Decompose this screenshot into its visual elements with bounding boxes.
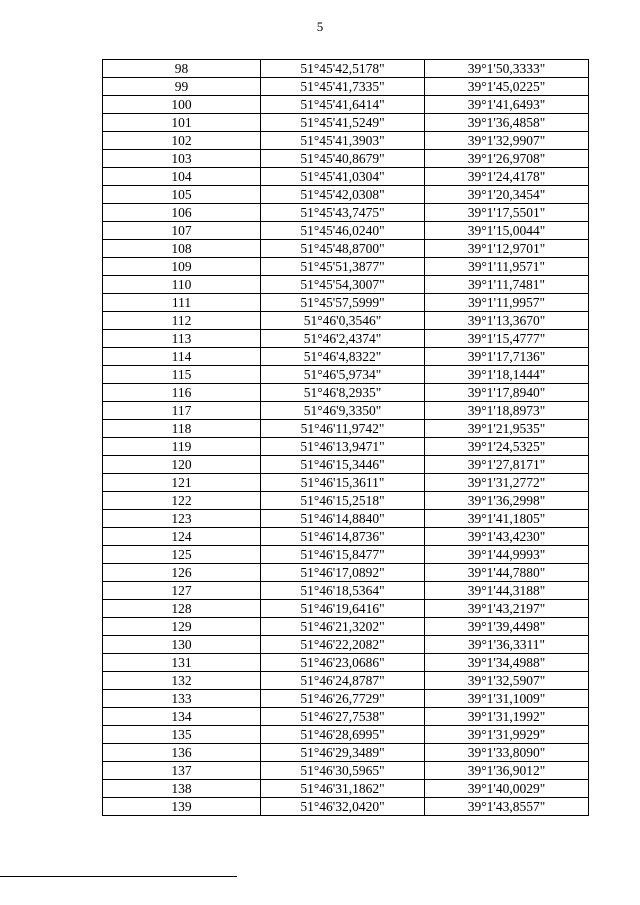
latitude-cell: 51°45'41,5249" <box>261 114 425 132</box>
latitude-cell: 51°45'51,3877" <box>261 258 425 276</box>
longitude-cell: 39°1'15,0044" <box>425 222 589 240</box>
latitude-cell: 51°46'18,5364" <box>261 582 425 600</box>
table-row <box>103 546 589 564</box>
table-row <box>103 672 589 690</box>
point-number-cell: 100 <box>103 96 261 114</box>
point-number-cell: 112 <box>103 312 261 330</box>
latitude-cell: 51°46'15,3446" <box>261 456 425 474</box>
latitude-cell: 51°46'13,9471" <box>261 438 425 456</box>
table-row <box>103 240 589 258</box>
longitude-cell: 39°1'18,8973" <box>425 402 589 420</box>
latitude-cell: 51°46'15,3611" <box>261 474 425 492</box>
point-number-cell: 139 <box>103 798 261 816</box>
point-number-cell: 118 <box>103 420 261 438</box>
latitude-cell: 51°45'43,7475" <box>261 204 425 222</box>
longitude-cell: 39°1'12,9701" <box>425 240 589 258</box>
table-row <box>103 150 589 168</box>
longitude-cell: 39°1'31,1009" <box>425 690 589 708</box>
table-row <box>103 348 589 366</box>
table-row <box>103 276 589 294</box>
longitude-cell: 39°1'13,3670" <box>425 312 589 330</box>
footnote-rule <box>0 876 237 877</box>
point-number-cell: 124 <box>103 528 261 546</box>
point-number-cell: 109 <box>103 258 261 276</box>
latitude-cell: 51°46'4,8322" <box>261 348 425 366</box>
longitude-cell: 39°1'15,4777" <box>425 330 589 348</box>
longitude-cell: 39°1'31,9929" <box>425 726 589 744</box>
point-number-cell: 113 <box>103 330 261 348</box>
table-row <box>103 294 589 312</box>
latitude-cell: 51°45'57,5999" <box>261 294 425 312</box>
point-number-cell: 125 <box>103 546 261 564</box>
point-number-cell: 135 <box>103 726 261 744</box>
table-row <box>103 222 589 240</box>
latitude-cell: 51°46'22,2082" <box>261 636 425 654</box>
longitude-cell: 39°1'36,2998" <box>425 492 589 510</box>
longitude-cell: 39°1'39,4498" <box>425 618 589 636</box>
table-row <box>103 60 589 78</box>
latitude-cell: 51°46'8,2935" <box>261 384 425 402</box>
latitude-cell: 51°46'30,5965" <box>261 762 425 780</box>
latitude-cell: 51°46'15,8477" <box>261 546 425 564</box>
point-number-cell: 122 <box>103 492 261 510</box>
point-number-cell: 104 <box>103 168 261 186</box>
table-row <box>103 168 589 186</box>
table-row <box>103 438 589 456</box>
latitude-cell: 51°46'0,3546" <box>261 312 425 330</box>
table-row <box>103 204 589 222</box>
table-row <box>103 528 589 546</box>
longitude-cell: 39°1'40,0029" <box>425 780 589 798</box>
point-number-cell: 114 <box>103 348 261 366</box>
coordinates-table-body <box>103 60 589 816</box>
point-number-cell: 127 <box>103 582 261 600</box>
longitude-cell: 39°1'50,3333" <box>425 60 589 78</box>
point-number-cell: 103 <box>103 150 261 168</box>
point-number-cell: 106 <box>103 204 261 222</box>
longitude-cell: 39°1'31,1992" <box>425 708 589 726</box>
latitude-cell: 51°46'27,7538" <box>261 708 425 726</box>
latitude-cell: 51°46'28,6995" <box>261 726 425 744</box>
table-row <box>103 708 589 726</box>
longitude-cell: 39°1'41,6493" <box>425 96 589 114</box>
point-number-cell: 110 <box>103 276 261 294</box>
longitude-cell: 39°1'11,7481" <box>425 276 589 294</box>
latitude-cell: 51°46'32,0420" <box>261 798 425 816</box>
point-number-cell: 117 <box>103 402 261 420</box>
longitude-cell: 39°1'44,9993" <box>425 546 589 564</box>
table-row <box>103 258 589 276</box>
latitude-cell: 51°45'46,0240" <box>261 222 425 240</box>
point-number-cell: 101 <box>103 114 261 132</box>
point-number-cell: 130 <box>103 636 261 654</box>
point-number-cell: 133 <box>103 690 261 708</box>
point-number-cell: 138 <box>103 780 261 798</box>
latitude-cell: 51°46'24,8787" <box>261 672 425 690</box>
latitude-cell: 51°45'54,3007" <box>261 276 425 294</box>
point-number-cell: 107 <box>103 222 261 240</box>
longitude-cell: 39°1'43,4230" <box>425 528 589 546</box>
point-number-cell: 128 <box>103 600 261 618</box>
table-row <box>103 726 589 744</box>
table-row <box>103 618 589 636</box>
table-row <box>103 654 589 672</box>
table-row <box>103 564 589 582</box>
latitude-cell: 51°46'14,8736" <box>261 528 425 546</box>
latitude-cell: 51°46'2,4374" <box>261 330 425 348</box>
page-number: 5 <box>316 19 324 34</box>
longitude-cell: 39°1'27,8171" <box>425 456 589 474</box>
latitude-cell: 51°46'11,9742" <box>261 420 425 438</box>
point-number-cell: 102 <box>103 132 261 150</box>
table-row <box>103 312 589 330</box>
point-number-cell: 137 <box>103 762 261 780</box>
longitude-cell: 39°1'41,1805" <box>425 510 589 528</box>
latitude-cell: 51°46'23,0686" <box>261 654 425 672</box>
longitude-cell: 39°1'18,1444" <box>425 366 589 384</box>
table-row <box>103 456 589 474</box>
point-number-cell: 136 <box>103 744 261 762</box>
latitude-cell: 51°45'41,3903" <box>261 132 425 150</box>
point-number-cell: 132 <box>103 672 261 690</box>
coordinates-table <box>102 59 589 816</box>
table-row <box>103 186 589 204</box>
table-row <box>103 636 589 654</box>
point-number-cell: 129 <box>103 618 261 636</box>
latitude-cell: 51°45'48,8700" <box>261 240 425 258</box>
longitude-cell: 39°1'26,9708" <box>425 150 589 168</box>
longitude-cell: 39°1'11,9571" <box>425 258 589 276</box>
table-row <box>103 78 589 96</box>
longitude-cell: 39°1'36,9012" <box>425 762 589 780</box>
latitude-cell: 51°45'40,8679" <box>261 150 425 168</box>
table-row <box>103 780 589 798</box>
latitude-cell: 51°45'42,5178" <box>261 60 425 78</box>
point-number-cell: 134 <box>103 708 261 726</box>
longitude-cell: 39°1'17,8940" <box>425 384 589 402</box>
table-row <box>103 762 589 780</box>
point-number-cell: 116 <box>103 384 261 402</box>
latitude-cell: 51°46'5,9734" <box>261 366 425 384</box>
point-number-cell: 121 <box>103 474 261 492</box>
point-number-cell: 115 <box>103 366 261 384</box>
longitude-cell: 39°1'17,7136" <box>425 348 589 366</box>
longitude-cell: 39°1'33,8090" <box>425 744 589 762</box>
latitude-cell: 51°45'41,7335" <box>261 78 425 96</box>
table-row <box>103 114 589 132</box>
latitude-cell: 51°46'14,8840" <box>261 510 425 528</box>
table-row <box>103 474 589 492</box>
table-row <box>103 492 589 510</box>
longitude-cell: 39°1'44,7880" <box>425 564 589 582</box>
latitude-cell: 51°46'17,0892" <box>261 564 425 582</box>
point-number-cell: 98 <box>103 60 261 78</box>
longitude-cell: 39°1'11,9957" <box>425 294 589 312</box>
point-number-cell: 111 <box>103 294 261 312</box>
longitude-cell: 39°1'43,8557" <box>425 798 589 816</box>
longitude-cell: 39°1'45,0225" <box>425 78 589 96</box>
longitude-cell: 39°1'43,2197" <box>425 600 589 618</box>
longitude-cell: 39°1'32,9907" <box>425 132 589 150</box>
table-row <box>103 798 589 816</box>
table-row <box>103 402 589 420</box>
point-number-cell: 99 <box>103 78 261 96</box>
latitude-cell: 51°46'31,1862" <box>261 780 425 798</box>
point-number-cell: 126 <box>103 564 261 582</box>
latitude-cell: 51°46'19,6416" <box>261 600 425 618</box>
longitude-cell: 39°1'36,4858" <box>425 114 589 132</box>
longitude-cell: 39°1'44,3188" <box>425 582 589 600</box>
table-row <box>103 384 589 402</box>
latitude-cell: 51°46'9,3350" <box>261 402 425 420</box>
point-number-cell: 120 <box>103 456 261 474</box>
longitude-cell: 39°1'21,9535" <box>425 420 589 438</box>
longitude-cell: 39°1'17,5501" <box>425 204 589 222</box>
latitude-cell: 51°46'26,7729" <box>261 690 425 708</box>
table-row <box>103 582 589 600</box>
point-number-cell: 119 <box>103 438 261 456</box>
point-number-cell: 105 <box>103 186 261 204</box>
longitude-cell: 39°1'34,4988" <box>425 654 589 672</box>
latitude-cell: 51°45'41,0304" <box>261 168 425 186</box>
latitude-cell: 51°46'29,3489" <box>261 744 425 762</box>
table-row <box>103 330 589 348</box>
latitude-cell: 51°45'41,6414" <box>261 96 425 114</box>
longitude-cell: 39°1'32,5907" <box>425 672 589 690</box>
longitude-cell: 39°1'24,4178" <box>425 168 589 186</box>
table-row <box>103 510 589 528</box>
table-row <box>103 690 589 708</box>
table-row <box>103 132 589 150</box>
point-number-cell: 108 <box>103 240 261 258</box>
longitude-cell: 39°1'20,3454" <box>425 186 589 204</box>
table-row <box>103 96 589 114</box>
table-row <box>103 366 589 384</box>
point-number-cell: 131 <box>103 654 261 672</box>
longitude-cell: 39°1'24,5325" <box>425 438 589 456</box>
table-row <box>103 744 589 762</box>
table-row <box>103 600 589 618</box>
latitude-cell: 51°45'42,0308" <box>261 186 425 204</box>
table-row <box>103 420 589 438</box>
latitude-cell: 51°46'15,2518" <box>261 492 425 510</box>
longitude-cell: 39°1'31,2772" <box>425 474 589 492</box>
latitude-cell: 51°46'21,3202" <box>261 618 425 636</box>
point-number-cell: 123 <box>103 510 261 528</box>
longitude-cell: 39°1'36,3311" <box>425 636 589 654</box>
